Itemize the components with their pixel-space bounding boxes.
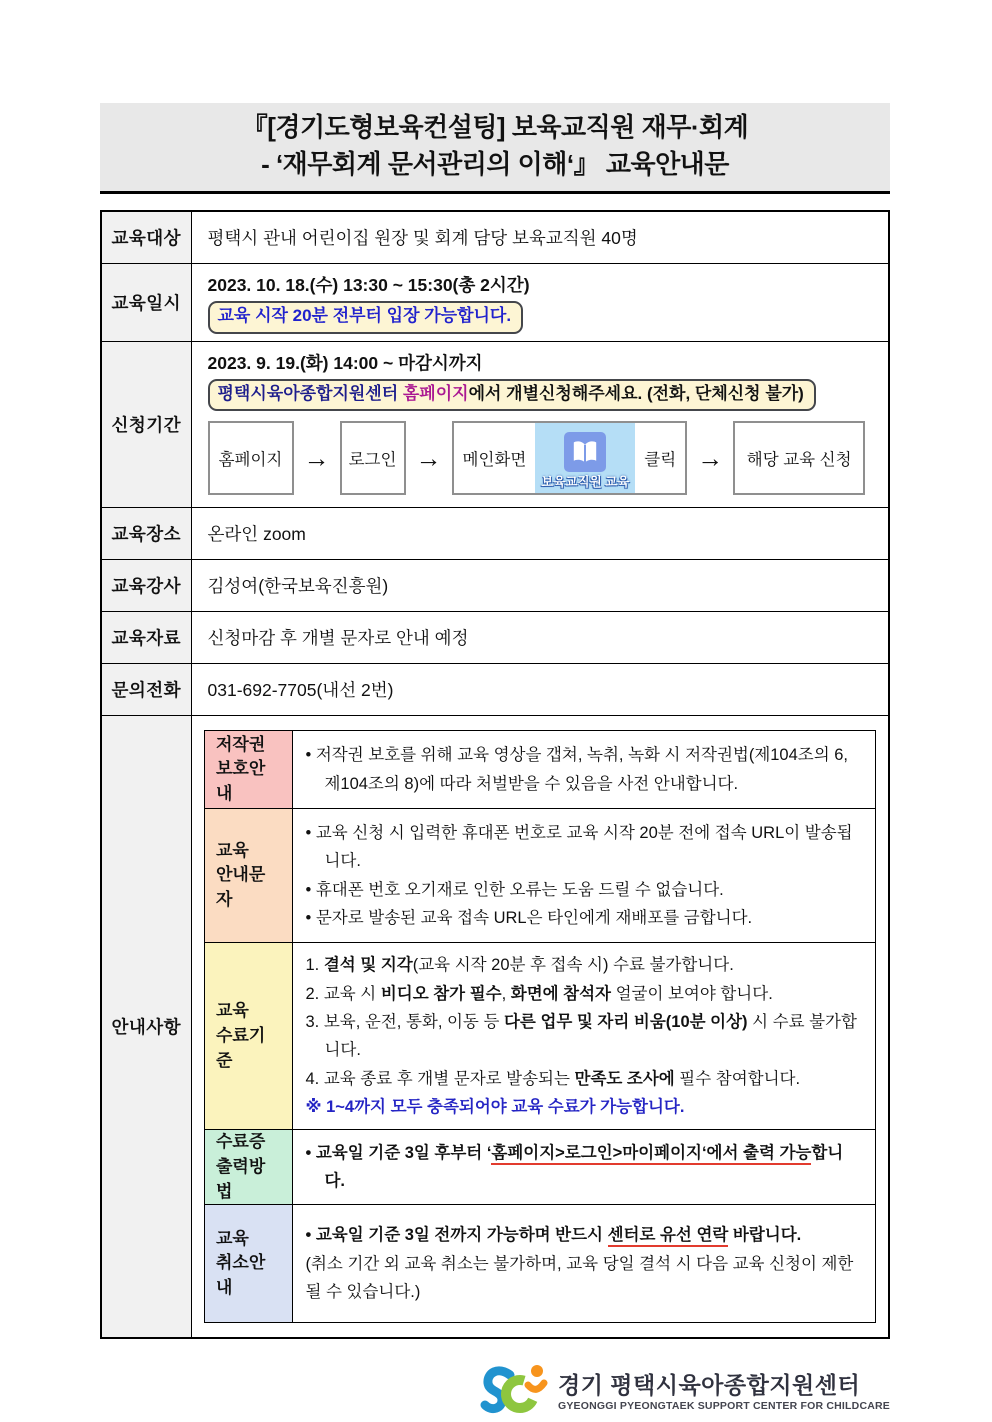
text-segment: 합니다. [324, 1143, 844, 1191]
row-value-place: 온라인 zoom [191, 508, 889, 560]
flow-step-mainpage [452, 421, 688, 495]
text-segment: 필수 참여합니다. [674, 1069, 801, 1088]
text-segment: • 교육 신청 시 입력한 휴대폰 번호로 교육 시작 20분 전에 접속 URL이 발송됩니다. [305, 823, 853, 871]
arrow-right-icon: → [303, 443, 330, 474]
center-name-english: GYEONGGI PYEONGTAEK SUPPORT CENTER FOR CHILDCARE [557, 1399, 890, 1412]
row-label-info: 안내사항 [101, 716, 191, 1339]
text-segment: 3. 보육, 운전, 통화, 이동 등 [305, 1012, 504, 1031]
text-segment: 화면에 참석자 [510, 984, 611, 1003]
text-segment: 홈페이지 [402, 383, 469, 403]
note-item [306, 1093, 863, 1121]
sub-label-line: 교육 [216, 840, 249, 860]
sub-row-sms [204, 809, 876, 943]
center-logo-icon [480, 1361, 548, 1422]
sub-label-line: 수료증 [216, 1132, 266, 1152]
text-segment: 1. [305, 956, 324, 975]
text-segment: • 문자로 발송된 교육 접속 URL은 타인에게 재배포를 금합니다. [305, 909, 753, 928]
bullet-item [306, 741, 863, 798]
sub-label-copyright [204, 731, 292, 809]
document-page [100, 0, 890, 1422]
sub-label-line: 교육 [216, 1001, 249, 1021]
row-value-info [191, 716, 889, 1339]
numbered-item [306, 951, 863, 979]
sub-label-line: 취소안내 [216, 1253, 266, 1298]
row-value-lecturer: 김성여(한국보육진흥원) [191, 560, 889, 612]
text-segment: 만족도 조사에 [574, 1069, 675, 1088]
row-value-material: 신청마감 후 개별 문자로 안내 예정 [191, 612, 889, 664]
sub-label-line: 출력방법 [216, 1157, 266, 1201]
title-line-2: - ‘재무회계 문서관리의 이해‘』 교육안내문 [261, 149, 729, 179]
row-label-phone: 문의전화 [101, 664, 191, 716]
sub-row-certificate [204, 1130, 876, 1205]
info-sub-table [204, 730, 877, 1323]
footer [100, 1361, 890, 1422]
text-segment: 비디오 참가 필수 [380, 984, 502, 1003]
info-table [100, 210, 890, 1339]
text-segment: 결석 및 지각 [323, 956, 413, 975]
numbered-item [306, 1065, 863, 1093]
row-label-lecturer: 교육강사 [101, 560, 191, 612]
sub-label-line: 안내문자 [216, 865, 266, 909]
table-row [101, 664, 889, 716]
apply-flow-diagram [208, 421, 873, 495]
table-row [101, 341, 889, 508]
sub-label-line: 교육 [216, 1228, 249, 1248]
row-value-phone: 031-692-7705(내선 2번) [191, 664, 889, 716]
row-label-datetime: 교육일시 [101, 263, 191, 341]
numbered-item [306, 980, 863, 1008]
sub-row-copyright [204, 731, 876, 809]
text-segment: 센터로 유선 연락 [608, 1226, 729, 1247]
menu-icon-label: 보육교직원 교육 [541, 474, 630, 489]
text-segment: 다른 업무 및 자리 비움(10분 이상) [503, 1012, 748, 1031]
sub-content-certificate [292, 1130, 876, 1205]
row-label-apply: 신청기간 [101, 341, 191, 508]
center-name-korean: 경기 평택시육아종합지원센터 [557, 1372, 861, 1399]
text-segment: 2. 교육 시 [305, 984, 381, 1003]
sub-label-line: 수료기준 [216, 1025, 266, 1070]
text-segment: 홈페이지>로그인>마이페이지‘에서 출력 가능 [491, 1144, 811, 1165]
text-segment: ※ 1~4까지 모두 충족되어야 교육 수료가 가능합니다. [305, 1098, 685, 1117]
arrow-right-icon: → [697, 443, 724, 474]
row-label-target: 교육대상 [101, 211, 191, 263]
text-segment: • 교육일 기준 3일 전까지 가능하며 반드시 [305, 1226, 608, 1245]
entry-notice-box: 교육 시작 20분 전부터 입장 가능합니다. [208, 301, 524, 334]
bullet-item [306, 1139, 863, 1196]
table-row [101, 211, 889, 263]
book-icon [564, 432, 606, 472]
sub-content-cancel [292, 1205, 876, 1323]
text-segment: 평택시육아종합지원센터 [217, 383, 403, 403]
bullet-item [306, 1221, 863, 1249]
sub-label-certificate [204, 1130, 292, 1205]
row-value-datetime [191, 263, 889, 341]
text-segment: (취소 기간 외 교육 취소는 불가하며, 교육 당일 결석 시 다음 교육 신청이 제한될 수 있습니다.) [305, 1254, 854, 1301]
sub-content-sms [292, 809, 876, 943]
text-segment: • 저작권 보호를 위해 교육 영상을 갭쳐, 녹취, 녹화 시 저작권법(제104조의 6, 제104조의 8)에 따라 처벌받을 수 있음을 사전 안내합니다. [305, 746, 849, 793]
row-label-place: 교육장소 [101, 508, 191, 560]
text-segment: • 휴대폰 번호 오기재로 인한 오류는 도움 드릴 수 없습니다. [305, 880, 724, 899]
sub-label-sms [204, 809, 292, 943]
flow-step-apply: 해당 교육 신청 [733, 421, 865, 495]
sub-content-copyright [292, 731, 876, 809]
text-segment: 에서 개별신청해주세요. (전화, 단체신청 불가) [468, 383, 804, 403]
flow-click-label: 클릭 [644, 451, 677, 470]
apply-period-text: 2023. 9. 19.(화) 14:00 ~ 마감시까지 [207, 352, 483, 373]
childcare-education-menu-icon [535, 423, 635, 493]
text-segment: , [501, 984, 511, 1003]
paren-item [306, 1250, 863, 1307]
sub-row-completion [204, 943, 876, 1130]
apply-notice-box [208, 379, 816, 412]
sub-content-completion [292, 943, 876, 1130]
row-value-target: 평택시 관내 어린이집 원장 및 회계 담당 보육교직원 40명 [191, 211, 889, 263]
arrow-right-icon: → [415, 443, 442, 474]
bullet-item [306, 819, 863, 876]
title-line-1: 『[경기도형보육컨설팅] 보육교직원 재무·회계 [241, 112, 749, 142]
text-segment: 얼굴이 보여야 합니다. [610, 984, 773, 1003]
flow-step-login: 로그인 [340, 421, 406, 495]
table-row [101, 716, 889, 1339]
row-value-apply [191, 341, 889, 508]
flow-step-homepage: 홈페이지 [208, 421, 294, 495]
datetime-text: 2023. 10. 18.(수) 13:30 ~ 15:30(총 2시간) [207, 275, 530, 296]
document-title [100, 103, 890, 194]
text-segment: • 교육일 기준 3일 후부터 ‘ [305, 1143, 492, 1162]
sub-label-line: 저작권 [216, 734, 266, 754]
numbered-item [306, 1008, 863, 1065]
table-row [101, 263, 889, 341]
table-row [101, 508, 889, 560]
text-segment: (교육 시작 20분 후 접속 시) 수료 불가합니다. [412, 956, 734, 975]
sub-label-cancel [204, 1205, 292, 1323]
sub-label-completion [204, 943, 292, 1130]
sub-row-cancel [204, 1205, 876, 1323]
bullet-item [306, 904, 863, 932]
table-row [101, 612, 889, 664]
sub-label-line: 보호안내 [216, 759, 266, 803]
flow-mainpage-label: 메인화면 [462, 451, 527, 470]
row-label-material: 교육자료 [101, 612, 191, 664]
bullet-item [306, 876, 863, 904]
table-row [101, 560, 889, 612]
text-segment: 바랍니다. [728, 1226, 802, 1245]
text-segment: 시 수료 불가합니다. [324, 1012, 857, 1060]
text-segment: 4. 교육 종료 후 개별 문자로 발송되는 [305, 1069, 575, 1088]
